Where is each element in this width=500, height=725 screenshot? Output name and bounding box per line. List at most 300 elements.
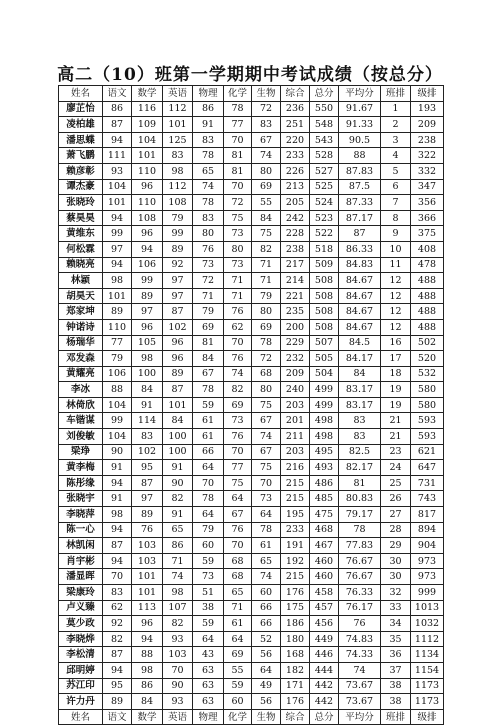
score-cell: 71	[252, 257, 281, 273]
score-cell: 97	[163, 273, 193, 289]
score-cell: 97	[132, 491, 163, 507]
header-row	[59, 86, 444, 102]
score-cell: 29	[381, 538, 411, 554]
score-cell: 89	[132, 507, 163, 523]
score-cell: 78	[252, 335, 281, 351]
score-cell: 94	[103, 475, 132, 491]
student-name-cell: 黄李梅	[59, 460, 103, 476]
score-cell: 251	[281, 117, 310, 133]
score-cell: 99	[103, 226, 132, 242]
score-cell: 116	[132, 101, 163, 117]
footer-header-row	[59, 709, 444, 725]
score-cell: 235	[281, 304, 310, 320]
score-cell: 100	[163, 444, 193, 460]
score-cell: 81	[339, 475, 381, 491]
score-cell: 550	[310, 101, 339, 117]
score-cell: 36	[381, 647, 411, 663]
score-cell: 96	[132, 616, 163, 632]
table-row	[59, 678, 444, 694]
score-cell: 65	[252, 553, 281, 569]
score-cell: 182	[281, 662, 310, 678]
score-cell: 456	[310, 616, 339, 632]
score-cell: 1134	[411, 647, 444, 663]
student-name-cell: 陈彤缘	[59, 475, 103, 491]
score-cell: 66	[252, 600, 281, 616]
table-row	[59, 397, 444, 413]
score-cell: 37	[381, 662, 411, 678]
score-cell: 468	[310, 522, 339, 538]
column-header: 班排	[381, 709, 411, 725]
score-cell: 64	[224, 631, 252, 647]
score-cell: 60	[252, 585, 281, 601]
score-cell: 3	[381, 132, 411, 148]
student-name-cell: 赖晓亮	[59, 257, 103, 273]
score-cell: 30	[381, 569, 411, 585]
score-cell: 106	[132, 257, 163, 273]
score-cell: 88	[339, 148, 381, 164]
score-cell: 68	[224, 569, 252, 585]
score-cell: 86	[163, 538, 193, 554]
score-cell: 195	[281, 507, 310, 523]
student-name-cell: 张晓玲	[59, 195, 103, 211]
score-cell: 82	[252, 241, 281, 257]
score-cell: 61	[193, 429, 224, 445]
score-cell: 502	[411, 335, 444, 351]
score-cell: 63	[193, 694, 224, 710]
score-cell: 375	[411, 226, 444, 242]
score-cell: 78	[224, 101, 252, 117]
score-cell: 209	[281, 366, 310, 382]
score-cell: 67	[252, 132, 281, 148]
score-cell: 34	[381, 616, 411, 632]
score-cell: 91	[163, 460, 193, 476]
score-cell: 78	[339, 522, 381, 538]
student-name-cell: 谭杰豪	[59, 179, 103, 195]
score-cell: 64	[193, 631, 224, 647]
table-row	[59, 101, 444, 117]
score-cell: 87.17	[339, 210, 381, 226]
score-cell: 84.67	[339, 288, 381, 304]
score-cell: 94	[103, 210, 132, 226]
column-header: 姓名	[59, 86, 103, 102]
score-cell: 64	[224, 491, 252, 507]
score-cell: 81	[224, 163, 252, 179]
score-cell: 87	[163, 382, 193, 398]
score-cell: 96	[163, 335, 193, 351]
score-cell: 11	[381, 257, 411, 273]
score-cell: 91	[193, 117, 224, 133]
score-cell: 74	[252, 569, 281, 585]
score-cell: 1032	[411, 616, 444, 632]
table-row	[59, 553, 444, 569]
column-header: 姓名	[59, 709, 103, 725]
score-cell: 444	[310, 662, 339, 678]
student-name-cell: 廖芷怡	[59, 101, 103, 117]
score-cell: 59	[193, 616, 224, 632]
score-cell: 12	[381, 288, 411, 304]
score-cell: 67	[193, 366, 224, 382]
table-row	[59, 210, 444, 226]
score-cell: 87	[132, 475, 163, 491]
score-cell: 75	[252, 460, 281, 476]
score-cell: 10	[381, 241, 411, 257]
column-header: 级排	[411, 86, 444, 102]
score-cell: 101	[163, 117, 193, 133]
score-cell: 79	[103, 351, 132, 367]
score-cell: 999	[411, 585, 444, 601]
student-name-cell: 陈一心	[59, 522, 103, 538]
score-cell: 59	[193, 553, 224, 569]
table-row	[59, 491, 444, 507]
student-name-cell: 黄维东	[59, 226, 103, 242]
score-cell: 548	[310, 117, 339, 133]
score-cell: 408	[411, 241, 444, 257]
score-cell: 84	[132, 694, 163, 710]
score-cell: 101	[103, 195, 132, 211]
score-cell: 449	[310, 631, 339, 647]
score-cell: 92	[103, 616, 132, 632]
column-header: 平均分	[339, 86, 381, 102]
score-cell: 236	[281, 101, 310, 117]
column-header: 数学	[132, 86, 163, 102]
score-cell: 84.5	[339, 335, 381, 351]
score-cell: 26	[381, 491, 411, 507]
score-cell: 460	[310, 553, 339, 569]
column-header: 化学	[224, 86, 252, 102]
student-name-cell: 林倚欣	[59, 397, 103, 413]
score-cell: 94	[103, 662, 132, 678]
score-cell: 99	[163, 226, 193, 242]
score-cell: 171	[281, 678, 310, 694]
score-cell: 82	[163, 616, 193, 632]
score-cell: 89	[163, 241, 193, 257]
table-row	[59, 694, 444, 710]
score-cell: 87.33	[339, 195, 381, 211]
score-cell: 82.5	[339, 444, 381, 460]
table-row	[59, 273, 444, 289]
student-name-cell: 郑家坤	[59, 304, 103, 320]
score-cell: 213	[281, 179, 310, 195]
student-name-cell: 钟诺诗	[59, 319, 103, 335]
table-row	[59, 148, 444, 164]
score-cell: 495	[310, 444, 339, 460]
score-cell: 69	[224, 397, 252, 413]
score-cell: 904	[411, 538, 444, 554]
score-cell: 102	[132, 444, 163, 460]
score-cell: 543	[310, 132, 339, 148]
score-cell: 76	[224, 522, 252, 538]
score-cell: 81	[224, 148, 252, 164]
score-cell: 64	[193, 460, 224, 476]
score-cell: 98	[132, 662, 163, 678]
score-cell: 1112	[411, 631, 444, 647]
score-cell: 457	[310, 600, 339, 616]
score-cell: 103	[132, 553, 163, 569]
score-cell: 90.5	[339, 132, 381, 148]
score-cell: 68	[224, 553, 252, 569]
score-cell: 24	[381, 460, 411, 476]
score-cell: 74	[252, 148, 281, 164]
student-name-cell: 潘思蝶	[59, 132, 103, 148]
score-cell: 93	[103, 163, 132, 179]
score-cell: 80	[224, 241, 252, 257]
student-name-cell: 林颖	[59, 273, 103, 289]
score-cell: 77.83	[339, 538, 381, 554]
score-cell: 527	[310, 163, 339, 179]
table-row	[59, 382, 444, 398]
score-cell: 232	[281, 351, 310, 367]
table-row	[59, 288, 444, 304]
score-cell: 1	[381, 101, 411, 117]
score-cell: 66	[193, 444, 224, 460]
score-cell: 108	[132, 210, 163, 226]
score-cell: 74	[339, 662, 381, 678]
score-cell: 520	[411, 351, 444, 367]
score-cell: 94	[103, 257, 132, 273]
score-cell: 12	[381, 273, 411, 289]
score-cell: 76	[132, 522, 163, 538]
score-cell: 101	[103, 288, 132, 304]
score-cell: 485	[310, 491, 339, 507]
score-cell: 96	[132, 226, 163, 242]
score-cell: 56	[252, 694, 281, 710]
score-cell: 82	[163, 491, 193, 507]
score-cell: 87	[103, 647, 132, 663]
score-cell: 817	[411, 507, 444, 523]
score-cell: 108	[163, 195, 193, 211]
student-name-cell: 邓发森	[59, 351, 103, 367]
score-cell: 193	[411, 101, 444, 117]
score-cell: 478	[411, 257, 444, 273]
score-cell: 66	[252, 616, 281, 632]
table-row	[59, 413, 444, 429]
column-header: 班排	[381, 86, 411, 102]
score-cell: 73	[224, 226, 252, 242]
score-cell: 240	[281, 382, 310, 398]
score-cell: 83.17	[339, 382, 381, 398]
score-cell: 71	[224, 273, 252, 289]
score-cell: 215	[281, 475, 310, 491]
score-cell: 83	[163, 148, 193, 164]
score-cell: 52	[252, 631, 281, 647]
score-cell: 180	[281, 631, 310, 647]
score-cell: 72	[193, 273, 224, 289]
score-cell: 67	[252, 444, 281, 460]
student-name-cell: 蔡昊昊	[59, 210, 103, 226]
column-header: 英语	[163, 709, 193, 725]
score-cell: 475	[310, 507, 339, 523]
score-cell: 77	[103, 335, 132, 351]
score-cell: 75	[224, 475, 252, 491]
score-cell: 70	[224, 132, 252, 148]
score-cell: 27	[381, 507, 411, 523]
score-cell: 78	[252, 522, 281, 538]
score-cell: 508	[310, 273, 339, 289]
student-name-cell: 苏江印	[59, 678, 103, 694]
score-cell: 96	[163, 351, 193, 367]
score-cell: 55	[252, 195, 281, 211]
student-name-cell: 李晓萍	[59, 507, 103, 523]
column-header: 语文	[103, 86, 132, 102]
score-cell: 200	[281, 319, 310, 335]
score-cell: 87	[163, 304, 193, 320]
table-row	[59, 241, 444, 257]
score-cell: 83.17	[339, 397, 381, 413]
score-cell: 84	[339, 366, 381, 382]
score-cell: 35	[381, 631, 411, 647]
score-cell: 84.67	[339, 273, 381, 289]
score-cell: 86	[132, 678, 163, 694]
score-cell: 100	[132, 366, 163, 382]
score-cell: 38	[381, 694, 411, 710]
column-header: 综合	[281, 86, 310, 102]
table-row	[59, 163, 444, 179]
score-cell: 507	[310, 335, 339, 351]
score-cell: 446	[310, 647, 339, 663]
score-cell: 19	[381, 397, 411, 413]
score-cell: 168	[281, 647, 310, 663]
score-cell: 499	[310, 382, 339, 398]
score-cell: 109	[132, 117, 163, 133]
score-cell: 79	[163, 210, 193, 226]
score-cell: 205	[281, 195, 310, 211]
score-cell: 62	[103, 600, 132, 616]
score-cell: 104	[103, 179, 132, 195]
score-cell: 73	[193, 569, 224, 585]
score-cell: 103	[132, 538, 163, 554]
score-cell: 80	[252, 163, 281, 179]
score-cell: 91.67	[339, 101, 381, 117]
score-cell: 38	[193, 600, 224, 616]
student-name-cell: 张晓宇	[59, 491, 103, 507]
score-cell: 82	[103, 631, 132, 647]
column-header: 平均分	[339, 709, 381, 725]
score-cell: 98	[103, 273, 132, 289]
score-cell: 67	[252, 413, 281, 429]
score-cell: 43	[193, 647, 224, 663]
score-cell: 110	[132, 163, 163, 179]
score-cell: 76	[224, 304, 252, 320]
score-cell: 76	[339, 616, 381, 632]
table-row	[59, 538, 444, 554]
column-header: 语文	[103, 709, 132, 725]
score-cell: 62	[224, 319, 252, 335]
score-cell: 92	[163, 257, 193, 273]
table-row	[59, 585, 444, 601]
score-cell: 201	[281, 413, 310, 429]
score-cell: 30	[381, 553, 411, 569]
score-cell: 84.17	[339, 351, 381, 367]
score-cell: 87	[103, 117, 132, 133]
score-cell: 83	[339, 429, 381, 445]
score-cell: 509	[310, 257, 339, 273]
score-cell: 71	[163, 553, 193, 569]
column-header: 物理	[193, 86, 224, 102]
score-cell: 621	[411, 444, 444, 460]
score-cell: 113	[132, 600, 163, 616]
score-cell: 32	[381, 585, 411, 601]
score-cell: 191	[281, 538, 310, 554]
score-cell: 49	[252, 678, 281, 694]
score-cell: 91	[163, 507, 193, 523]
table-row	[59, 117, 444, 133]
score-cell: 84	[132, 382, 163, 398]
student-name-cell: 胡昊天	[59, 288, 103, 304]
student-name-cell: 黄耀亮	[59, 366, 103, 382]
score-cell: 101	[132, 148, 163, 164]
score-cell: 70	[103, 569, 132, 585]
score-cell: 488	[411, 304, 444, 320]
score-cell: 442	[310, 694, 339, 710]
table-row	[59, 444, 444, 460]
score-cell: 238	[411, 132, 444, 148]
score-cell: 84	[193, 351, 224, 367]
score-cell: 96	[132, 319, 163, 335]
score-cell: 16	[381, 335, 411, 351]
score-cell: 504	[310, 366, 339, 382]
column-header: 级排	[411, 709, 444, 725]
score-cell: 65	[224, 585, 252, 601]
score-cell: 80	[193, 226, 224, 242]
table-row	[59, 319, 444, 335]
score-cell: 1154	[411, 662, 444, 678]
score-cell: 69	[252, 319, 281, 335]
score-cell: 83	[103, 585, 132, 601]
table-row	[59, 366, 444, 382]
score-cell: 192	[281, 553, 310, 569]
score-cell: 217	[281, 257, 310, 273]
score-cell: 76.33	[339, 585, 381, 601]
score-cell: 74.33	[339, 647, 381, 663]
score-cell: 111	[103, 148, 132, 164]
score-cell: 96	[132, 179, 163, 195]
table-row	[59, 335, 444, 351]
score-cell: 743	[411, 491, 444, 507]
score-cell: 238	[281, 241, 310, 257]
score-cell: 89	[163, 366, 193, 382]
score-cell: 33	[381, 600, 411, 616]
score-cell: 61	[224, 616, 252, 632]
score-cell: 4	[381, 148, 411, 164]
score-cell: 60	[193, 538, 224, 554]
score-cell: 93	[163, 694, 193, 710]
column-header: 数学	[132, 709, 163, 725]
score-cell: 216	[281, 460, 310, 476]
score-cell: 226	[281, 163, 310, 179]
score-cell: 366	[411, 210, 444, 226]
student-name-cell: 肖宇彬	[59, 553, 103, 569]
score-cell: 593	[411, 429, 444, 445]
score-cell: 229	[281, 335, 310, 351]
table-row	[59, 351, 444, 367]
score-cell: 973	[411, 569, 444, 585]
score-cell: 75	[252, 397, 281, 413]
score-cell: 83	[193, 132, 224, 148]
score-cell: 228	[281, 226, 310, 242]
score-cell: 460	[310, 569, 339, 585]
score-cell: 93	[163, 631, 193, 647]
score-cell: 894	[411, 522, 444, 538]
score-cell: 233	[281, 148, 310, 164]
score-cell: 70	[224, 335, 252, 351]
student-name-cell: 莫少政	[59, 616, 103, 632]
score-cell: 87	[103, 538, 132, 554]
score-cell: 76.67	[339, 569, 381, 585]
score-cell: 9	[381, 226, 411, 242]
score-cell: 64	[193, 507, 224, 523]
score-cell: 84	[163, 413, 193, 429]
score-cell: 76	[193, 241, 224, 257]
